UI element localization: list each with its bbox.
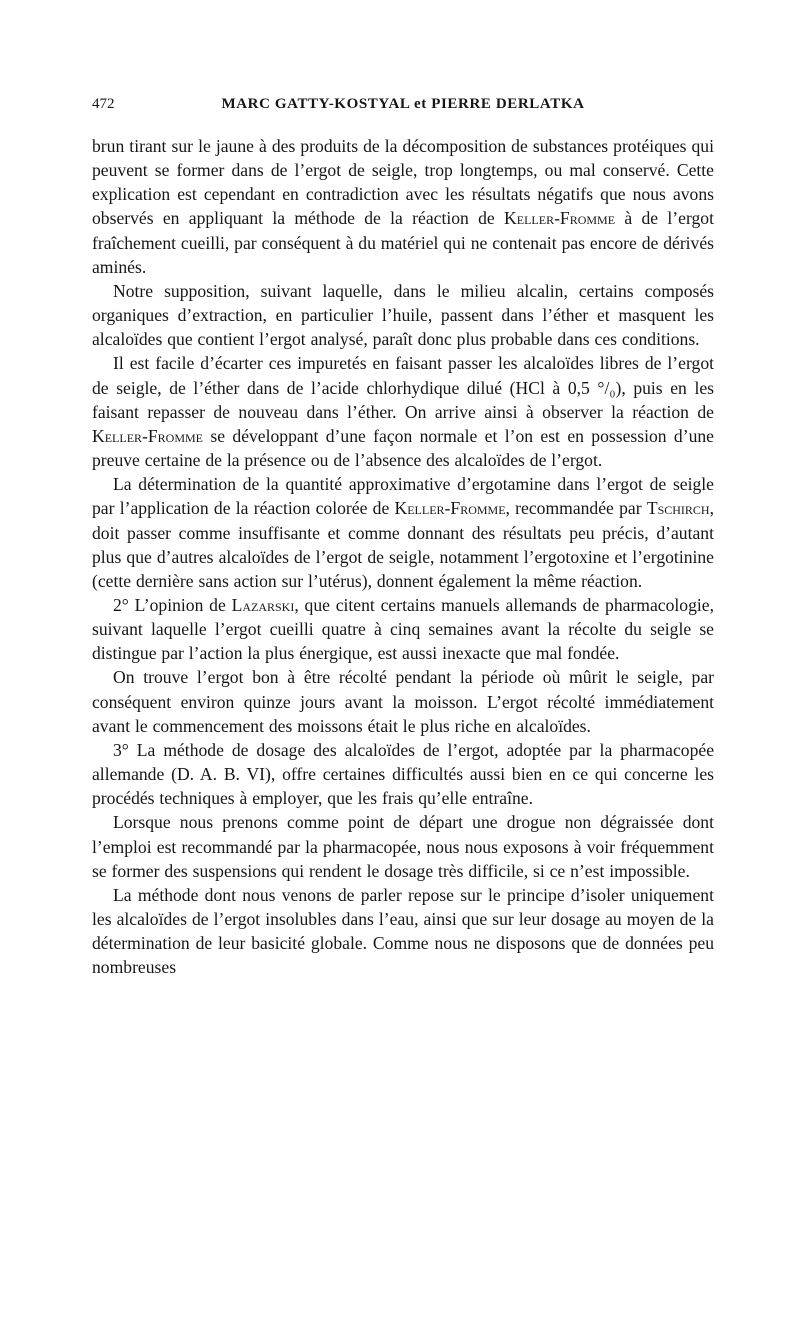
paragraph-text: , recommandée par [505, 498, 647, 519]
paragraph [92, 593, 714, 665]
paragraph-text: On trouve l’ergot bon à être récolté pendant la période où mûrit le seigle, par conséquent environ quinze jours avant la moisson. L’ergot récolté immédiatement avant le commencement des moissons était le plus riche en alcaloïdes. [92, 667, 714, 736]
paragraph-text: , doit passer comme insuffisante et comme donnant des résultats peu précis, d’autant plus que d’autres alcaloïdes de l’ergot de seigle, notamment l’ergotoxine et l’ergotinine (cette dernière sans action sur l’utérus), donnent également la même réaction. [92, 498, 714, 591]
page [92, 96, 714, 979]
paragraph-text: Notre supposition, suivant laquelle, dans le milieu alcalin, certains composés organiques d’extraction, en particulier l’huile, passent dans l’éther et masquent les alcaloïdes que contient l’ergot analysé, paraît donc plus probable dans ces conditions. [92, 280, 714, 350]
paragraph [92, 134, 714, 279]
author-name: Keller-Fromme [504, 208, 616, 229]
author-name: Keller-Fromme [92, 425, 204, 446]
paragraph-text: Il est facile d’écarter ces impuretés en faisant passer les alcaloïdes libres de l’ergot de seigle, de l’éther dans de l’acide chlorhydique dilué (HCl à 0,5 °/₀), puis en les faisant repasser de nouveau dans l’éther. On arrive ainsi à observer la réaction de [92, 353, 714, 422]
paragraph [92, 665, 714, 737]
paragraph [92, 810, 714, 882]
page-number: 472 [92, 96, 115, 112]
running-head [92, 96, 714, 120]
author-name: Keller-Fromme [394, 498, 506, 519]
author-name: Tschirch [646, 498, 710, 519]
paragraph-text: se développant d’une façon normale et l’on est en possession d’une preuve certaine de la présence ou de l’absence des alcaloïdes de l’ergot. [92, 425, 714, 471]
paragraph [92, 279, 714, 351]
running-title: MARC GATTY-KOSTYAL et PIERRE DERLATKA [221, 96, 585, 112]
paragraph-text: 2° L’opinion de [113, 594, 232, 615]
author-name: Lazarski [231, 594, 295, 615]
paragraph [92, 351, 714, 472]
paragraph-text: , que citent certains manuels allemands de pharmacologie, suivant laquelle l’ergot cueilli quatre à cinq semaines avant la récolte du seigle se distingue par l’action la plus énergique, est aussi inexacte que mal fondée. [92, 594, 714, 664]
paragraph-text: La méthode dont nous venons de parler repose sur le principe d’isoler uniquement les alcaloïdes de l’ergot insolubles dans l’eau, ainsi que sur leur dosage au moyen de la détermination de leur basicité globale. Comme nous ne disposons que de données peu nombreuses [92, 884, 714, 978]
paragraph-text: 3° La méthode de dosage des alcaloïdes de l’ergot, adoptée par la pharmacopée allemande (D. A. B. VI), offre certaines difficultés aussi bien en ce qui concerne les procédés techniques à employer, que les frais qu’elle entraîne. [92, 739, 714, 809]
paragraph [92, 472, 714, 593]
paragraph [92, 883, 714, 980]
paragraph [92, 738, 714, 810]
body-text [92, 134, 714, 979]
paragraph-text: Lorsque nous prenons comme point de départ une drogue non dégraissée dont l’emploi est recommandé par la pharmacopée, nous nous exposons à voir fréquemment se former des suspensions qui rendent le dosage très difficile, si ce n’est impossible. [92, 812, 714, 881]
paragraph-text: La détermination de la quantité approximative d’ergotamine dans l’ergot de seigle par l’application de la réaction colorée de [92, 474, 714, 519]
paragraph-text: brun tirant sur le jaune à des produits de la décomposition de substances protéiques qui peuvent se former dans de l’ergot de seigle, trop longtemps, ou mal conservé. Cette explication est cependant en contradiction avec les résultats négatifs que nous avons observés en appliquant la méthode de la réaction de [92, 136, 714, 229]
paragraph-text: à de l’ergot fraîchement cueilli, par conséquent à du matériel qui ne contenait pas encore de dérivés aminés. [92, 208, 715, 277]
